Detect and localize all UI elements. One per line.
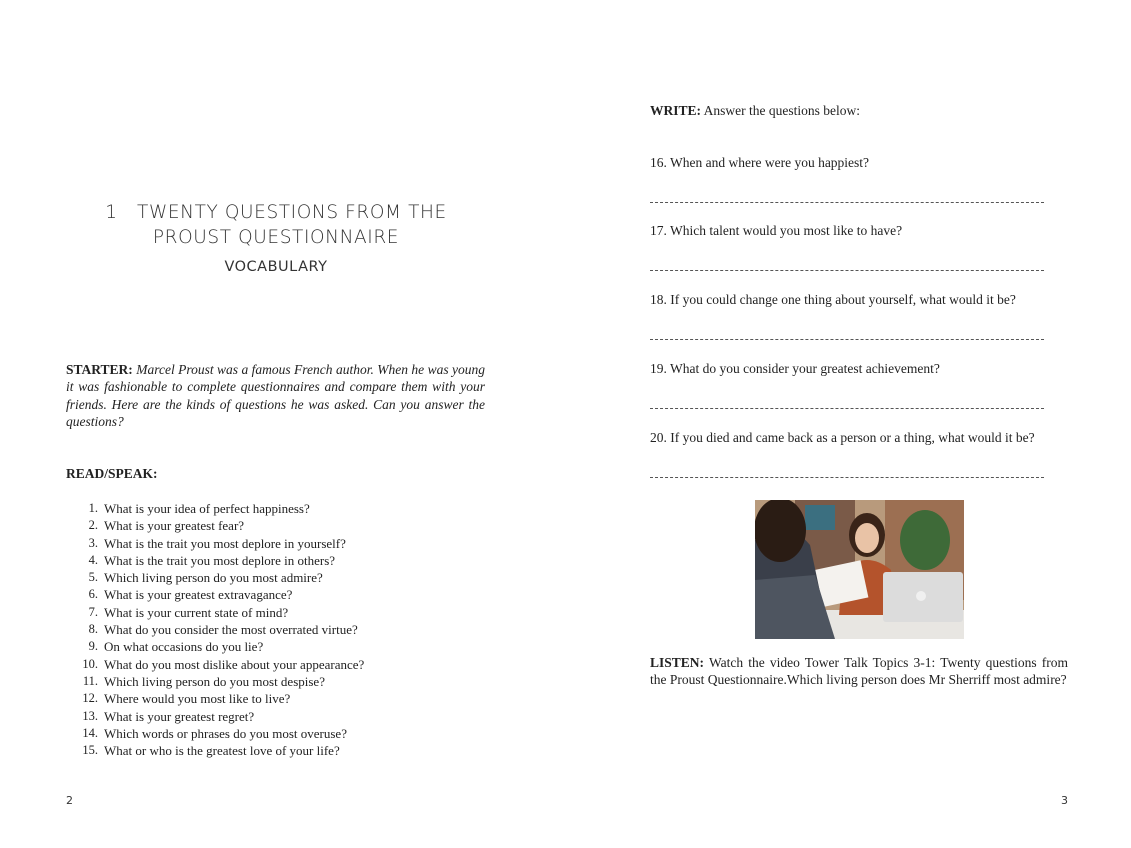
question-text: What is your greatest regret? — [104, 708, 255, 724]
page-number-left: 2 — [66, 794, 73, 807]
question-item — [66, 638, 364, 655]
question-20: 20. If you died and came back as a person or a thing, what would it be? — [650, 430, 1035, 445]
read-speak-label: READ/SPEAK: — [66, 466, 158, 481]
title-line-2: PROUST QUESTIONNAIRE — [152, 227, 400, 248]
answer-line-20[interactable] — [650, 477, 1044, 478]
question-17: 17. Which talent would you most like to have? — [650, 223, 903, 238]
answer-line-19[interactable] — [650, 408, 1044, 409]
question-number: 6. — [88, 587, 98, 602]
question-text: Which living person do you most admire? — [104, 570, 323, 586]
question-19: 19. What do you consider your greatest achievement? — [650, 361, 940, 376]
question-18: 18. If you could change one thing about yourself, what would it be? — [650, 292, 1016, 307]
write-text: Answer the questions below: — [703, 103, 861, 118]
question-text: What is the trait you most deplore in yourself? — [104, 535, 346, 551]
question-text: What is your idea of perfect happiness? — [104, 501, 310, 516]
question-text: What do you most dislike about your appearance? — [104, 656, 365, 672]
question-text: Which words or phrases do you most overuse? — [104, 725, 347, 741]
question-item — [66, 708, 364, 725]
answer-line-18[interactable] — [650, 339, 1044, 340]
answer-line-16[interactable] — [650, 202, 1044, 203]
question-item — [66, 725, 364, 742]
question-text: Where would you most like to live? — [104, 691, 291, 707]
question-item — [66, 586, 364, 603]
question-item — [66, 656, 364, 673]
write-instruction — [650, 103, 860, 119]
question-item — [66, 517, 364, 534]
question-number: 15. — [82, 743, 98, 758]
question-text: Which living person do you most despise? — [104, 673, 325, 689]
starter-text: Marcel Proust was a famous French author. When he was young it was fashionable to complete questionnaires and compare them with your friends. Here are the kinds of questions he was asked. Can you answer the questions? — [66, 362, 486, 429]
question-item — [66, 552, 364, 569]
question-text: What do you consider the most overrated virtue? — [104, 622, 358, 638]
listen-paragraph — [650, 654, 1068, 689]
answer-line-17[interactable] — [650, 270, 1044, 271]
question-number: 10. — [82, 656, 98, 671]
question-number: 3. — [88, 535, 98, 550]
question-item — [66, 500, 364, 517]
starter-label: STARTER: — [66, 362, 133, 377]
write-label: WRITE: — [650, 103, 702, 118]
question-number: 11. — [82, 673, 98, 688]
listen-text: Watch the video Tower Talk Topics 3-1: Twenty questions from the Proust Questionnaire.Which living person does Mr Sherriff most admire? — [650, 655, 1069, 688]
question-text: What is your greatest extravagance? — [104, 587, 293, 603]
question-number: 2. — [88, 518, 98, 533]
question-text: What or who is the greatest love of your life? — [104, 743, 340, 759]
question-item — [66, 621, 364, 638]
chapter-title — [66, 200, 486, 250]
question-item — [66, 569, 364, 586]
listen-label: LISTEN: — [650, 655, 705, 670]
chapter-number: 1 — [105, 202, 118, 223]
question-text: On what occasions do you lie? — [104, 639, 264, 655]
question-list — [66, 500, 364, 759]
interview-photo — [755, 500, 964, 639]
question-number: 9. — [88, 639, 98, 654]
question-item — [66, 604, 364, 621]
question-number: 5. — [88, 570, 98, 585]
title-line-1: TWENTY QUESTIONS FROM THE — [137, 202, 447, 223]
question-item — [66, 742, 364, 759]
question-item — [66, 535, 364, 552]
question-text: What is the trait you most deplore in others? — [104, 552, 336, 568]
question-number: 14. — [82, 725, 98, 740]
question-item — [66, 673, 364, 690]
section-subtitle: VOCABULARY — [224, 259, 328, 275]
starter-paragraph — [66, 361, 485, 430]
question-16: 16. When and where were you happiest? — [650, 155, 870, 170]
question-number: 4. — [88, 552, 98, 567]
question-number: 12. — [82, 691, 98, 706]
question-number: 7. — [88, 604, 98, 619]
question-text: What is your current state of mind? — [104, 604, 289, 620]
page-number-right: 3 — [1061, 794, 1068, 807]
question-item — [66, 690, 364, 707]
question-text: What is your greatest fear? — [104, 518, 245, 534]
question-number: 8. — [88, 622, 98, 637]
question-number: 1. — [88, 501, 98, 515]
question-number: 13. — [82, 708, 98, 723]
